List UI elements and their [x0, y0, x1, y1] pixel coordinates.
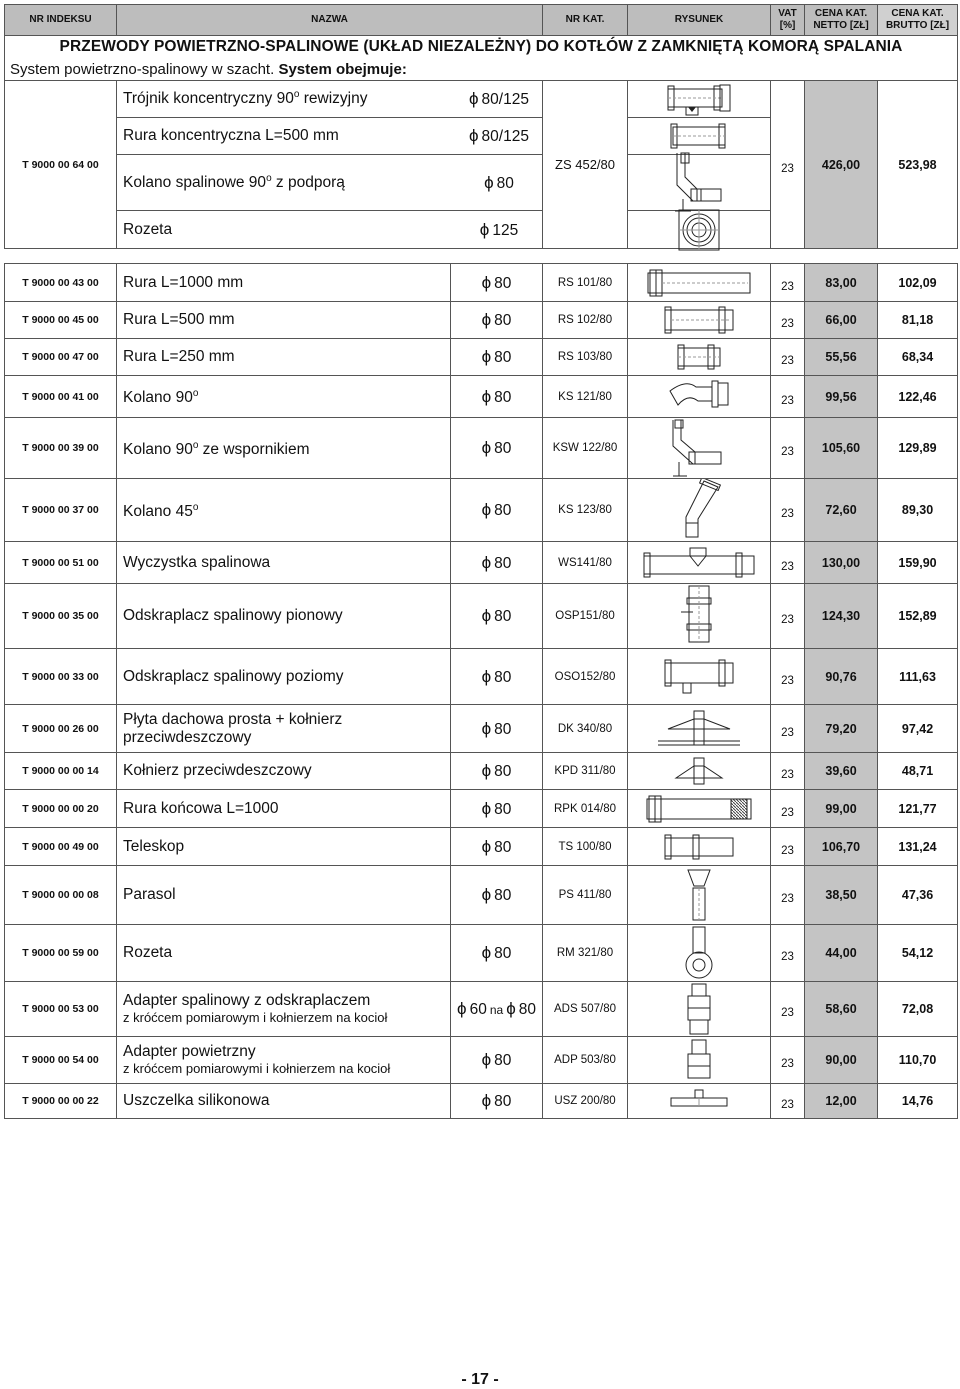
product-index: T 9000 00 49 00 [5, 828, 117, 866]
product-index: T 9000 00 51 00 [5, 542, 117, 584]
product-netto: 90,76 [805, 649, 878, 705]
product-brutto: 102,09 [878, 264, 958, 302]
product-vat: 23 [771, 302, 805, 339]
product-dimension: ϕ 60 na ϕ 80 [451, 982, 543, 1037]
product-name: Parasol [117, 866, 451, 925]
header-vat: VAT [%] [771, 5, 805, 36]
product-dimension: ϕ 80 [451, 828, 543, 866]
product-row [5, 1084, 958, 1119]
product-row [5, 376, 958, 418]
end-pipe-icon [628, 790, 771, 828]
product-index: T 9000 00 47 00 [5, 339, 117, 376]
medium-pipe-icon [628, 302, 771, 339]
product-index: T 9000 00 00 14 [5, 753, 117, 790]
set-component-name: Kolano spalinowe 90$^o$ z podporą [117, 155, 455, 211]
rain-cap-icon [628, 866, 771, 925]
set-component-row [117, 211, 543, 249]
product-dimension: ϕ 80 [451, 339, 543, 376]
set-index: T 9000 00 64 00 [5, 81, 117, 249]
product-brutto: 81,18 [878, 302, 958, 339]
product-brutto: 111,63 [878, 649, 958, 705]
product-vat: 23 [771, 705, 805, 753]
product-brutto: 47,36 [878, 866, 958, 925]
set-component-name: Rura koncentryczna L=500 mm [117, 118, 455, 155]
product-dimension: ϕ 80 [451, 418, 543, 479]
product-index: T 9000 00 43 00 [5, 264, 117, 302]
product-name: Rura L=1000 mm [117, 264, 451, 302]
product-dimension: ϕ 80 [451, 866, 543, 925]
set-netto: 426,00 [805, 81, 878, 249]
product-row [5, 264, 958, 302]
elbow-90-icon [628, 376, 771, 418]
product-name: Kolano 45$^o$ [117, 479, 451, 542]
product-brutto: 122,46 [878, 376, 958, 418]
product-dimension: ϕ 80 [451, 925, 543, 982]
product-name: Kolano 90$^o$ [117, 376, 451, 418]
product-row [5, 925, 958, 982]
product-row [5, 418, 958, 479]
product-index: T 9000 00 39 00 [5, 418, 117, 479]
product-netto: 66,00 [805, 302, 878, 339]
product-vat: 23 [771, 264, 805, 302]
product-vat: 23 [771, 866, 805, 925]
product-name: Adapter powietrzny z króćcem pomiarowymi i kołnierzem na kocioł [117, 1037, 451, 1084]
spacer-row [5, 249, 958, 264]
product-netto: 124,30 [805, 584, 878, 649]
set-component-row [117, 81, 543, 118]
product-netto: 83,00 [805, 264, 878, 302]
product-name: Odskraplacz spalinowy pionowy [117, 584, 451, 649]
product-row [5, 982, 958, 1037]
tee-icon [628, 81, 770, 117]
product-name: Kołnierz przeciwdeszczowy [117, 753, 451, 790]
product-vat: 23 [771, 790, 805, 828]
product-netto: 105,60 [805, 418, 878, 479]
rosette-small-icon [628, 925, 771, 982]
set-brutto: 523,98 [878, 81, 958, 249]
product-dimension: ϕ 80 [451, 302, 543, 339]
product-cat: KS 121/80 [543, 376, 628, 418]
product-dimension: ϕ 80 [451, 542, 543, 584]
set-components-list [117, 81, 543, 248]
header-name: NAZWA [117, 5, 543, 36]
product-netto: 58,60 [805, 982, 878, 1037]
product-row [5, 828, 958, 866]
vertical-drain-icon [628, 584, 771, 649]
product-cat: PS 411/80 [543, 866, 628, 925]
page-number: - 17 - [461, 1371, 499, 1388]
product-vat: 23 [771, 925, 805, 982]
set-cat: ZS 452/80 [543, 81, 628, 249]
table-header [5, 5, 958, 36]
product-brutto: 89,30 [878, 479, 958, 542]
product-name: Wyczystka spalinowa [117, 542, 451, 584]
product-vat: 23 [771, 376, 805, 418]
product-index: T 9000 00 00 08 [5, 866, 117, 925]
rosette-icon [628, 210, 770, 248]
product-cat: RM 321/80 [543, 925, 628, 982]
rain-collar-icon [628, 753, 771, 790]
system-set-row [5, 81, 958, 249]
product-dimension: ϕ 80 [451, 705, 543, 753]
product-vat: 23 [771, 753, 805, 790]
product-dimension: ϕ 80 [451, 264, 543, 302]
header-brutto: CENA KAT. BRUTTO [ZŁ] [878, 5, 958, 36]
product-brutto: 131,24 [878, 828, 958, 866]
set-components [117, 81, 543, 249]
product-dimension: ϕ 80 [451, 1037, 543, 1084]
product-vat: 23 [771, 542, 805, 584]
product-vat: 23 [771, 584, 805, 649]
product-vat: 23 [771, 828, 805, 866]
set-drawings [628, 81, 771, 249]
product-cat: RS 102/80 [543, 302, 628, 339]
product-vat: 23 [771, 339, 805, 376]
set-component-dimension: ϕ 125 [455, 211, 543, 249]
product-row [5, 649, 958, 705]
product-netto: 12,00 [805, 1084, 878, 1119]
section-title-row [5, 36, 958, 59]
product-vat: 23 [771, 418, 805, 479]
product-brutto: 54,12 [878, 925, 958, 982]
product-vat: 23 [771, 1037, 805, 1084]
product-dimension: ϕ 80 [451, 1084, 543, 1119]
product-row [5, 705, 958, 753]
product-name: Rura L=250 mm [117, 339, 451, 376]
product-name: Kolano 90$^o$ ze wspornikiem [117, 418, 451, 479]
product-index: T 9000 00 53 00 [5, 982, 117, 1037]
product-row [5, 584, 958, 649]
product-index: T 9000 00 26 00 [5, 705, 117, 753]
product-index: T 9000 00 41 00 [5, 376, 117, 418]
product-index: T 9000 00 00 22 [5, 1084, 117, 1119]
product-index: T 9000 00 54 00 [5, 1037, 117, 1084]
product-cat: KS 123/80 [543, 479, 628, 542]
product-brutto: 129,89 [878, 418, 958, 479]
product-netto: 39,60 [805, 753, 878, 790]
seal-icon [628, 1084, 771, 1119]
product-netto: 44,00 [805, 925, 878, 982]
product-row [5, 339, 958, 376]
price-list-sheet [4, 4, 957, 1119]
product-netto: 90,00 [805, 1037, 878, 1084]
section-subtitle-row [5, 58, 958, 81]
product-name: Odskraplacz spalinowy poziomy [117, 649, 451, 705]
product-index: T 9000 00 59 00 [5, 925, 117, 982]
product-netto: 38,50 [805, 866, 878, 925]
product-brutto: 14,76 [878, 1084, 958, 1119]
horizontal-drain-icon [628, 649, 771, 705]
section-subtitle: System powietrzno-spalinowy w szacht. System obejmuje: [5, 58, 958, 81]
product-vat: 23 [771, 479, 805, 542]
product-vat: 23 [771, 1084, 805, 1119]
product-cat: ADS 507/80 [543, 982, 628, 1037]
product-name: Rura końcowa L=1000 [117, 790, 451, 828]
telescope-icon [628, 828, 771, 866]
product-cat: RPK 014/80 [543, 790, 628, 828]
product-index: T 9000 00 33 00 [5, 649, 117, 705]
set-component-row [117, 155, 543, 211]
product-row [5, 753, 958, 790]
product-cat: KSW 122/80 [543, 418, 628, 479]
product-row [5, 790, 958, 828]
pipe-icon [628, 117, 770, 154]
long-pipe-icon [628, 264, 771, 302]
product-row [5, 479, 958, 542]
product-name: Rura L=500 mm [117, 302, 451, 339]
product-vat: 23 [771, 982, 805, 1037]
price-table [4, 4, 958, 1119]
set-component-name: Rozeta [117, 211, 455, 249]
product-dimension: ϕ 80 [451, 376, 543, 418]
header-index: NR INDEKSU [5, 5, 117, 36]
product-netto: 106,70 [805, 828, 878, 866]
product-brutto: 97,42 [878, 705, 958, 753]
product-brutto: 72,08 [878, 982, 958, 1037]
section-title: PRZEWODY POWIETRZNO-SPALINOWE (UKŁAD NIEZALEŻNY) DO KOTŁÓW Z ZAMKNIĘTĄ KOMORĄ SPALANIA [5, 36, 958, 59]
product-cat: OSP151/80 [543, 584, 628, 649]
set-component-dimension: ϕ 80 [455, 155, 543, 211]
product-name: Płyta dachowa prosta + kołnierz przeciwdeszczowy [117, 705, 451, 753]
product-index: T 9000 00 45 00 [5, 302, 117, 339]
product-cat: RS 101/80 [543, 264, 628, 302]
set-vat: 23 [771, 81, 805, 249]
elbow-45-icon [628, 479, 771, 542]
set-component-dimension: ϕ 80/125 [455, 118, 543, 155]
product-netto: 130,00 [805, 542, 878, 584]
set-component-name: Trójnik koncentryczny 90$^o$ rewizyjny [123, 89, 368, 108]
header-netto: CENA KAT. NETTO [ZŁ] [805, 5, 878, 36]
product-dimension: ϕ 80 [451, 649, 543, 705]
flue-adapter-icon [628, 982, 771, 1037]
product-dimension: ϕ 80 [451, 753, 543, 790]
product-brutto: 152,89 [878, 584, 958, 649]
short-pipe-icon [628, 339, 771, 376]
product-brutto: 159,90 [878, 542, 958, 584]
set-component-dimension: ϕ 80/125 [469, 89, 529, 108]
product-dimension: ϕ 80 [451, 479, 543, 542]
product-index: T 9000 00 37 00 [5, 479, 117, 542]
product-netto: 99,56 [805, 376, 878, 418]
product-cat: RS 103/80 [543, 339, 628, 376]
product-index: T 9000 00 35 00 [5, 584, 117, 649]
product-row [5, 302, 958, 339]
product-cat: TS 100/80 [543, 828, 628, 866]
roof-plate-icon [628, 705, 771, 753]
product-netto: 79,20 [805, 705, 878, 753]
product-row [5, 542, 958, 584]
product-brutto: 48,71 [878, 753, 958, 790]
product-row [5, 866, 958, 925]
product-name: Teleskop [117, 828, 451, 866]
product-dimension: ϕ 80 [451, 584, 543, 649]
product-cat: DK 340/80 [543, 705, 628, 753]
product-brutto: 110,70 [878, 1037, 958, 1084]
header-cat: NR KAT. [543, 5, 628, 36]
product-cat: KPD 311/80 [543, 753, 628, 790]
elbow-support-icon [628, 154, 770, 210]
product-netto: 72,60 [805, 479, 878, 542]
product-name: Uszczelka silikonowa [117, 1084, 451, 1119]
product-netto: 99,00 [805, 790, 878, 828]
product-brutto: 121,77 [878, 790, 958, 828]
product-dimension: ϕ 80 [451, 790, 543, 828]
cleanout-icon [628, 542, 771, 584]
product-cat: USZ 200/80 [543, 1084, 628, 1119]
product-netto: 55,56 [805, 339, 878, 376]
product-vat: 23 [771, 649, 805, 705]
product-name: Adapter spalinowy z odskraplaczem z króćcem pomiarowym i kołnierzem na kocioł [117, 982, 451, 1037]
product-cat: ADP 503/80 [543, 1037, 628, 1084]
product-brutto: 68,34 [878, 339, 958, 376]
product-index: T 9000 00 00 20 [5, 790, 117, 828]
product-cat: OSO152/80 [543, 649, 628, 705]
product-cat: WS141/80 [543, 542, 628, 584]
air-adapter-icon [628, 1037, 771, 1084]
header-drawing: RYSUNEK [628, 5, 771, 36]
elbow-bracket-icon [628, 418, 771, 479]
product-name: Rozeta [117, 925, 451, 982]
product-row [5, 1037, 958, 1084]
set-component-row [117, 118, 543, 155]
